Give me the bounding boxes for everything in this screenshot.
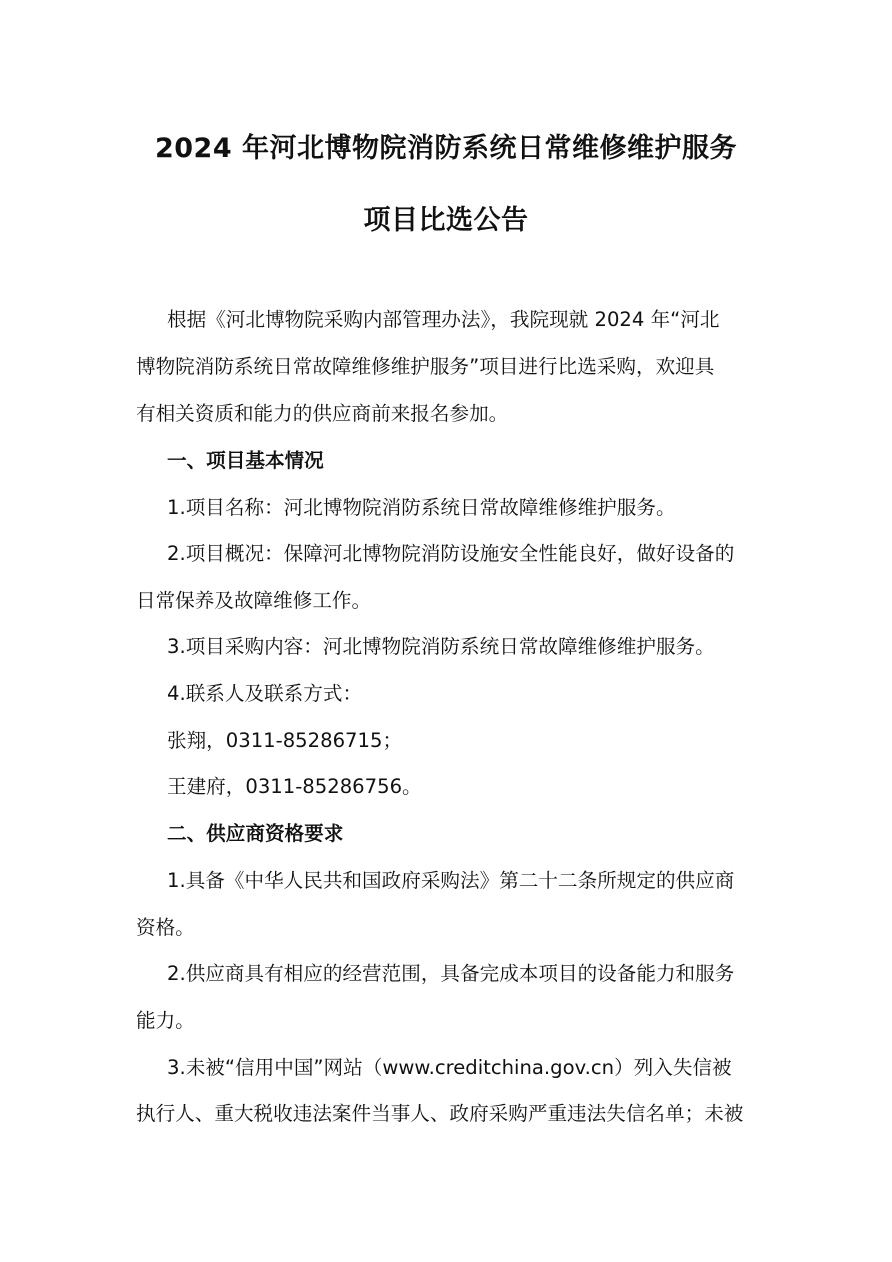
document-title-line-2: 项目比选公告 <box>363 205 529 236</box>
section-2-item-1-line-2: 资格。 <box>136 916 195 939</box>
contact-1: 张翔，0311-85286715； <box>167 729 403 752</box>
section-1-item-2-line-2: 日常保养及故障维修工作。 <box>136 589 372 612</box>
section-1-item-4: 4.联系人及联系方式： <box>167 682 363 705</box>
section-1-heading: 一、项目基本情况 <box>167 449 324 472</box>
section-2-item-3-line-1: 3.未被“信用中国”网站（www.creditchina.gov.cn）列入失信被 <box>167 1056 732 1079</box>
contact-2: 王建府，0311-85286756。 <box>167 775 422 798</box>
section-2-item-1-line-1: 1.具备《中华人民共和国政府采购法》第二十二条所规定的供应商 <box>167 869 735 892</box>
section-2-item-3-line-2: 执行人、重大税收违法案件当事人、政府采购严重违法失信名单；未被 <box>136 1102 744 1125</box>
intro-line-2: 博物院消防系统日常故障维修维护服务”项目进行比选采购，欢迎具 <box>136 355 715 378</box>
intro-line-1: 根据《河北博物院采购内部管理办法》，我院现就 2024 年“河北 <box>167 308 720 331</box>
section-2-heading: 二、供应商资格要求 <box>167 822 344 845</box>
section-1-item-1: 1.项目名称：河北博物院消防系统日常故障维修维护服务。 <box>167 496 676 519</box>
document-title-line-1: 2024 年河北博物院消防系统日常维修维护服务 <box>154 133 738 164</box>
intro-line-3: 有相关资质和能力的供应商前来报名参加。 <box>136 402 509 425</box>
section-2-item-2-line-2: 能力。 <box>136 1009 195 1032</box>
section-2-item-2-line-1: 2.供应商具有相应的经营范围，具备完成本项目的设备能力和服务 <box>167 962 735 985</box>
section-1-item-3: 3.项目采购内容：河北博物院消防系统日常故障维修维护服务。 <box>167 635 715 658</box>
section-1-item-2-line-1: 2.项目概况：保障河北博物院消防设施安全性能良好，做好设备的 <box>167 542 735 565</box>
